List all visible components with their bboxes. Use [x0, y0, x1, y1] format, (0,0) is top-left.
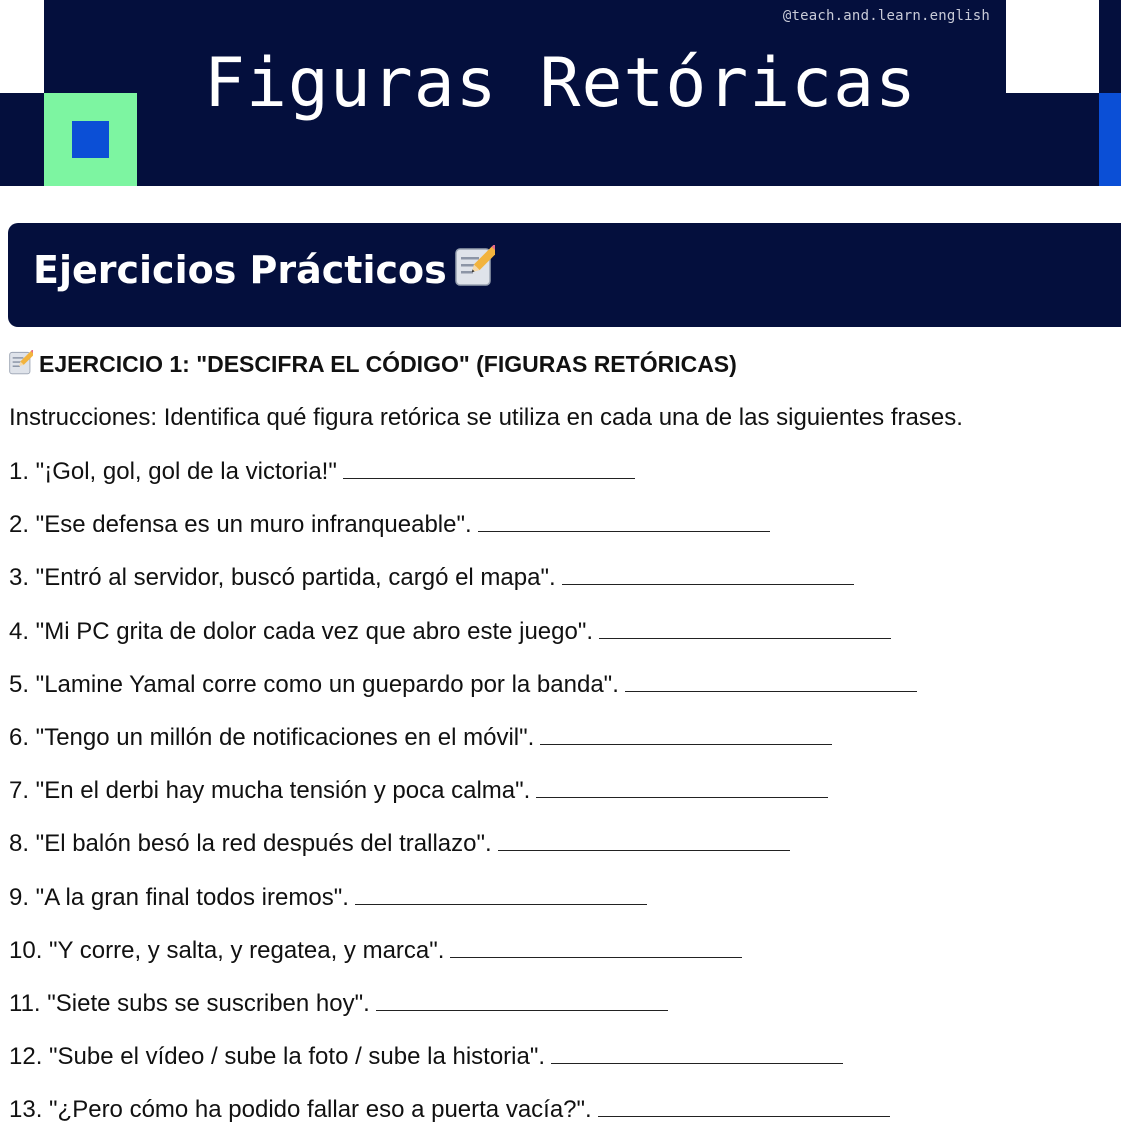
instructions-text: Instrucciones: Identifica qué figura retórica se utiliza en cada una de las siguientes frases.: [9, 404, 963, 431]
answer-blank[interactable]: [536, 779, 828, 798]
item-text: 11. "Siete subs se suscriben hoy".: [9, 989, 370, 1017]
item-text: 1. "¡Gol, gol, gol de la victoria!": [9, 458, 337, 485]
list-item: [9, 510, 917, 563]
list-item: [9, 829, 917, 882]
page-title: Figuras Retóricas: [204, 44, 917, 123]
item-text: 7. "En el derbi hay mucha tensión y poca calma".: [9, 777, 531, 805]
header-banner: [0, 0, 1121, 186]
list-item: [9, 1095, 917, 1148]
memo-pencil-icon: [455, 245, 495, 296]
author-handle: @teach.and.learn.english: [782, 8, 990, 24]
list-item: [9, 1042, 917, 1095]
answer-blank[interactable]: [355, 886, 647, 905]
exercise-heading: [9, 350, 737, 381]
section-banner: [8, 223, 1121, 327]
exercise-list: [9, 457, 917, 1148]
memo-pencil-icon: [9, 350, 33, 381]
answer-blank[interactable]: [498, 832, 790, 851]
list-item: [9, 563, 917, 616]
item-text: 13. "¿Pero cómo ha podido fallar eso a puerta vacía?".: [9, 1096, 592, 1124]
list-item: [9, 776, 917, 829]
item-text: 9. "A la gran final todos iremos".: [9, 883, 349, 911]
section-title-text: Ejercicios Prácticos: [33, 248, 447, 292]
exercise-heading-text: EJERCICIO 1: "DESCIFRA EL CÓDIGO" (FIGURAS RETÓRICAS): [39, 351, 737, 377]
answer-blank[interactable]: [450, 939, 742, 958]
item-text: 2. "Ese defensa es un muro infranqueable".: [9, 511, 472, 539]
item-text: 3. "Entró al servidor, buscó partida, cargó el mapa".: [9, 564, 556, 592]
list-item: [9, 617, 917, 670]
list-item: [9, 936, 917, 989]
answer-blank[interactable]: [540, 726, 832, 745]
item-text: 8. "El balón besó la red después del trallazo".: [9, 830, 492, 858]
answer-blank[interactable]: [562, 566, 854, 585]
answer-blank[interactable]: [343, 460, 635, 479]
header-decor-blue-square: [72, 121, 109, 158]
list-item: [9, 723, 917, 776]
list-item: [9, 883, 917, 936]
answer-blank[interactable]: [551, 1045, 843, 1064]
item-text: 5. "Lamine Yamal corre como un guepardo por la banda".: [9, 670, 619, 698]
answer-blank[interactable]: [625, 673, 917, 692]
answer-blank[interactable]: [599, 620, 891, 639]
list-item: [9, 670, 917, 723]
list-item: [9, 457, 917, 510]
item-text: 10. "Y corre, y salta, y regatea, y marca".: [9, 936, 445, 964]
item-text: 6. "Tengo un millón de notificaciones en el móvil".: [9, 723, 535, 751]
answer-blank[interactable]: [376, 992, 668, 1011]
list-item: [9, 989, 917, 1042]
answer-blank[interactable]: [598, 1098, 890, 1117]
section-heading: [33, 245, 495, 296]
item-text: 12. "Sube el vídeo / sube la foto / sube la historia".: [9, 1043, 546, 1071]
answer-blank[interactable]: [478, 513, 770, 532]
item-text: 4. "Mi PC grita de dolor cada vez que abro este juego".: [9, 617, 594, 645]
